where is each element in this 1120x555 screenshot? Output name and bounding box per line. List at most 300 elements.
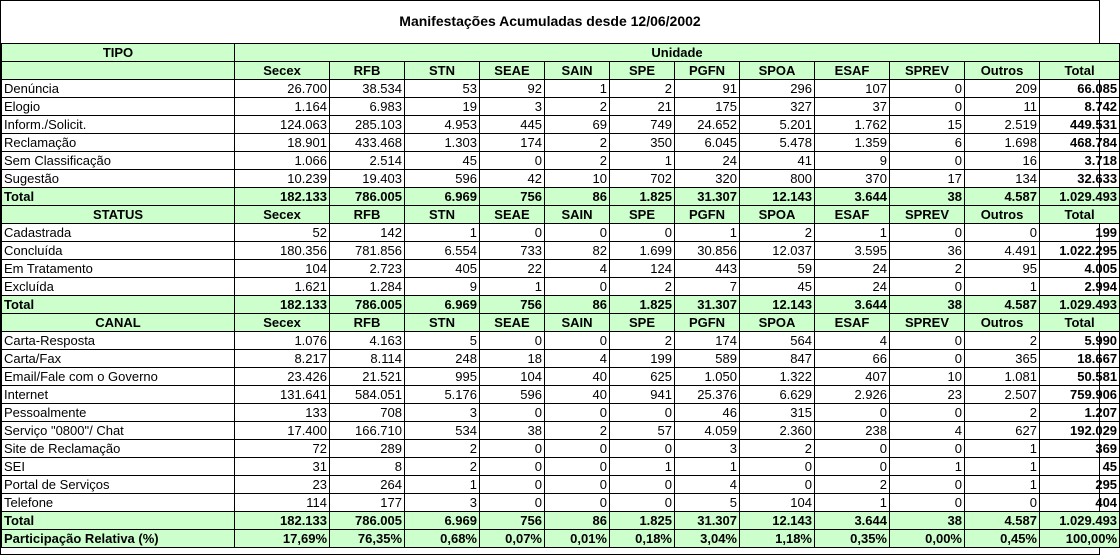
cell-seae: 0	[480, 404, 545, 422]
cell-sprev: 0	[890, 350, 965, 368]
cell-outros: 0	[965, 224, 1040, 242]
cell-sprev: 0	[890, 494, 965, 512]
cell-pgfn: 1	[675, 224, 740, 242]
column-header-esaf: ESAF	[815, 62, 890, 80]
row-label: Site de Reclamação	[2, 440, 235, 458]
cell-rfb: 433.468	[330, 134, 405, 152]
cell-pgfn: 1	[675, 458, 740, 476]
row-label: Sugestão	[2, 170, 235, 188]
cell-spoa: 2	[740, 224, 815, 242]
cell-stn: 5.176	[405, 386, 480, 404]
cell-outros: 1	[965, 278, 1040, 296]
cell-secex: 1.164	[235, 98, 330, 116]
column-header-sprev: SPREV	[890, 62, 965, 80]
cell-total: 199	[1040, 224, 1120, 242]
total-rfb: 76,35%	[330, 530, 405, 548]
cell-seae: 104	[480, 368, 545, 386]
column-header-outros: Outros	[965, 62, 1040, 80]
cell-outros: 11	[965, 98, 1040, 116]
cell-sprev: 0	[890, 332, 965, 350]
cell-esaf: 238	[815, 422, 890, 440]
cell-rfb: 21.521	[330, 368, 405, 386]
row-label: Cadastrada	[2, 224, 235, 242]
cell-seae: 0	[480, 224, 545, 242]
cell-spe: 0	[610, 440, 675, 458]
total-secex: 182.133	[235, 512, 330, 530]
cell-esaf: 1	[815, 224, 890, 242]
cell-secex: 72	[235, 440, 330, 458]
cell-sain: 1	[545, 80, 610, 98]
cell-stn: 1	[405, 224, 480, 242]
column-header-seae: SEAE	[480, 314, 545, 332]
total-sain: 86	[545, 188, 610, 206]
column-header-esaf: ESAF	[815, 206, 890, 224]
section-label-empty	[2, 62, 235, 80]
total-pgfn: 31.307	[675, 188, 740, 206]
cell-stn: 6.554	[405, 242, 480, 260]
cell-seae: 3	[480, 98, 545, 116]
cell-spoa: 1.322	[740, 368, 815, 386]
cell-secex: 8.217	[235, 350, 330, 368]
cell-sain: 0	[545, 458, 610, 476]
total-rfb: 786.005	[330, 188, 405, 206]
cell-pgfn: 174	[675, 332, 740, 350]
cell-outros: 1	[965, 476, 1040, 494]
cell-secex: 23	[235, 476, 330, 494]
total-total: 100,00%	[1040, 530, 1120, 548]
column-header-secex: Secex	[235, 206, 330, 224]
row-label: Serviço "0800"/ Chat	[2, 422, 235, 440]
cell-spoa: 800	[740, 170, 815, 188]
cell-pgfn: 30.856	[675, 242, 740, 260]
cell-total: 3.718	[1040, 152, 1120, 170]
cell-total: 468.784	[1040, 134, 1120, 152]
row-label: Carta/Fax	[2, 350, 235, 368]
column-header-rfb: RFB	[330, 314, 405, 332]
row-label: Internet	[2, 386, 235, 404]
total-pgfn: 31.307	[675, 296, 740, 314]
total-spe: 0,18%	[610, 530, 675, 548]
cell-pgfn: 589	[675, 350, 740, 368]
cell-spoa: 327	[740, 98, 815, 116]
cell-seae: 174	[480, 134, 545, 152]
cell-sprev: 10	[890, 368, 965, 386]
cell-outros: 209	[965, 80, 1040, 98]
cell-sain: 69	[545, 116, 610, 134]
cell-spoa: 315	[740, 404, 815, 422]
column-header-rfb: RFB	[330, 62, 405, 80]
column-header-stn: STN	[405, 62, 480, 80]
row-label: Portal de Serviços	[2, 476, 235, 494]
cell-sain: 0	[545, 404, 610, 422]
total-total: 1.029.493	[1040, 512, 1120, 530]
cell-secex: 180.356	[235, 242, 330, 260]
header-row	[2, 44, 1120, 62]
cell-secex: 17.400	[235, 422, 330, 440]
cell-total: 2.994	[1040, 278, 1120, 296]
cell-esaf: 1.359	[815, 134, 890, 152]
cell-total: 369	[1040, 440, 1120, 458]
cell-rfb: 781.856	[330, 242, 405, 260]
cell-stn: 1	[405, 476, 480, 494]
cell-stn: 995	[405, 368, 480, 386]
cell-seae: 18	[480, 350, 545, 368]
cell-sprev: 6	[890, 134, 965, 152]
cell-seae: 0	[480, 476, 545, 494]
cell-pgfn: 3	[675, 440, 740, 458]
row-label: Sem Classificação	[2, 152, 235, 170]
column-header-sain: SAIN	[545, 314, 610, 332]
column-header-pgfn: PGFN	[675, 314, 740, 332]
cell-sain: 4	[545, 260, 610, 278]
total-label: Total	[2, 188, 235, 206]
cell-sprev: 17	[890, 170, 965, 188]
total-seae: 756	[480, 188, 545, 206]
cell-spoa: 6.629	[740, 386, 815, 404]
cell-sain: 2	[545, 134, 610, 152]
cell-sprev: 0	[890, 152, 965, 170]
cell-rfb: 708	[330, 404, 405, 422]
cell-spoa: 41	[740, 152, 815, 170]
cell-stn: 3	[405, 404, 480, 422]
cell-spe: 749	[610, 116, 675, 134]
cell-sprev: 0	[890, 404, 965, 422]
section-label: STATUS	[2, 206, 235, 224]
table-row	[2, 350, 1120, 368]
cell-seae: 0	[480, 440, 545, 458]
cell-rfb: 38.534	[330, 80, 405, 98]
total-rfb: 786.005	[330, 296, 405, 314]
cell-spoa: 0	[740, 476, 815, 494]
table-row	[2, 422, 1120, 440]
table-row	[2, 494, 1120, 512]
total-label: Total	[2, 512, 235, 530]
cell-esaf: 9	[815, 152, 890, 170]
table-row	[2, 458, 1120, 476]
row-label: Carta-Resposta	[2, 332, 235, 350]
total-esaf: 3.644	[815, 296, 890, 314]
cell-rfb: 1.284	[330, 278, 405, 296]
cell-esaf: 66	[815, 350, 890, 368]
cell-pgfn: 7	[675, 278, 740, 296]
column-header-sprev: SPREV	[890, 206, 965, 224]
cell-spoa: 296	[740, 80, 815, 98]
cell-seae: 1	[480, 278, 545, 296]
row-label: Inform./Solicit.	[2, 116, 235, 134]
cell-outros: 1	[965, 440, 1040, 458]
total-stn: 0,68%	[405, 530, 480, 548]
cell-pgfn: 46	[675, 404, 740, 422]
cell-spoa: 59	[740, 260, 815, 278]
cell-total: 32.633	[1040, 170, 1120, 188]
participation-row	[2, 530, 1120, 548]
table-row	[2, 134, 1120, 152]
cell-secex: 124.063	[235, 116, 330, 134]
cell-rfb: 142	[330, 224, 405, 242]
row-label: Elogio	[2, 98, 235, 116]
cell-outros: 2	[965, 404, 1040, 422]
cell-total: 295	[1040, 476, 1120, 494]
cell-seae: 445	[480, 116, 545, 134]
table-row	[2, 386, 1120, 404]
cell-sprev: 0	[890, 80, 965, 98]
section-label: CANAL	[2, 314, 235, 332]
cell-rfb: 285.103	[330, 116, 405, 134]
table-row	[2, 170, 1120, 188]
cell-esaf: 0	[815, 404, 890, 422]
cell-outros: 2.519	[965, 116, 1040, 134]
row-label: Reclamação	[2, 134, 235, 152]
cell-secex: 10.239	[235, 170, 330, 188]
cell-spe: 941	[610, 386, 675, 404]
cell-total: 8.742	[1040, 98, 1120, 116]
cell-pgfn: 91	[675, 80, 740, 98]
total-secex: 182.133	[235, 296, 330, 314]
table-row	[2, 332, 1120, 350]
cell-spoa: 5.201	[740, 116, 815, 134]
column-header-stn: STN	[405, 314, 480, 332]
column-header-sain: SAIN	[545, 62, 610, 80]
row-label: Concluída	[2, 242, 235, 260]
cell-spe: 1.699	[610, 242, 675, 260]
table-title: Manifestações Acumuladas desde 12/06/2002	[399, 13, 701, 29]
cell-pgfn: 4	[675, 476, 740, 494]
cell-sain: 0	[545, 440, 610, 458]
cell-spoa: 5.478	[740, 134, 815, 152]
cell-esaf: 2.926	[815, 386, 890, 404]
cell-spe: 57	[610, 422, 675, 440]
cell-outros: 1.698	[965, 134, 1040, 152]
cell-stn: 248	[405, 350, 480, 368]
total-outros: 4.587	[965, 512, 1040, 530]
cell-total: 192.029	[1040, 422, 1120, 440]
cell-rfb: 8	[330, 458, 405, 476]
cell-rfb: 584.051	[330, 386, 405, 404]
cell-secex: 1.621	[235, 278, 330, 296]
cell-total: 4.005	[1040, 260, 1120, 278]
cell-spoa: 45	[740, 278, 815, 296]
total-stn: 6.969	[405, 296, 480, 314]
cell-stn: 9	[405, 278, 480, 296]
cell-total: 50.581	[1040, 368, 1120, 386]
cell-spe: 625	[610, 368, 675, 386]
column-header-spoa: SPOA	[740, 62, 815, 80]
cell-stn: 596	[405, 170, 480, 188]
cell-seae: 42	[480, 170, 545, 188]
total-outros: 4.587	[965, 188, 1040, 206]
cell-esaf: 2	[815, 476, 890, 494]
cell-sprev: 0	[890, 476, 965, 494]
cell-total: 449.531	[1040, 116, 1120, 134]
cell-secex: 114	[235, 494, 330, 512]
row-label: Denúncia	[2, 80, 235, 98]
cell-pgfn: 5	[675, 494, 740, 512]
cell-outros: 2	[965, 332, 1040, 350]
cell-secex: 131.641	[235, 386, 330, 404]
total-row	[2, 188, 1120, 206]
cell-esaf: 407	[815, 368, 890, 386]
table-row	[2, 278, 1120, 296]
cell-rfb: 264	[330, 476, 405, 494]
total-label: Participação Relativa (%)	[2, 530, 235, 548]
cell-esaf: 0	[815, 440, 890, 458]
total-pgfn: 3,04%	[675, 530, 740, 548]
cell-stn: 19	[405, 98, 480, 116]
table-row	[2, 152, 1120, 170]
total-spoa: 12.143	[740, 188, 815, 206]
cell-secex: 23.426	[235, 368, 330, 386]
total-esaf: 3.644	[815, 188, 890, 206]
total-sain: 86	[545, 296, 610, 314]
cell-esaf: 24	[815, 278, 890, 296]
column-header-esaf: ESAF	[815, 314, 890, 332]
column-header-sain: SAIN	[545, 206, 610, 224]
cell-seae: 22	[480, 260, 545, 278]
cell-sprev: 0	[890, 98, 965, 116]
cell-rfb: 2.514	[330, 152, 405, 170]
cell-total: 5.990	[1040, 332, 1120, 350]
total-pgfn: 31.307	[675, 512, 740, 530]
cell-sain: 2	[545, 152, 610, 170]
table-row	[2, 368, 1120, 386]
cell-sprev: 0	[890, 440, 965, 458]
cell-outros: 627	[965, 422, 1040, 440]
cell-sain: 4	[545, 350, 610, 368]
cell-spoa: 564	[740, 332, 815, 350]
cell-esaf: 37	[815, 98, 890, 116]
total-sain: 0,01%	[545, 530, 610, 548]
cell-rfb: 19.403	[330, 170, 405, 188]
column-header-pgfn: PGFN	[675, 62, 740, 80]
cell-rfb: 289	[330, 440, 405, 458]
column-header-row	[2, 206, 1120, 224]
cell-outros: 1.081	[965, 368, 1040, 386]
column-header-secex: Secex	[235, 314, 330, 332]
cell-seae: 38	[480, 422, 545, 440]
total-esaf: 3.644	[815, 512, 890, 530]
total-total: 1.029.493	[1040, 296, 1120, 314]
cell-sain: 2	[545, 422, 610, 440]
cell-sain: 40	[545, 368, 610, 386]
cell-stn: 2	[405, 458, 480, 476]
column-header-outros: Outros	[965, 206, 1040, 224]
cell-pgfn: 24	[675, 152, 740, 170]
column-header-outros: Outros	[965, 314, 1040, 332]
table-row	[2, 476, 1120, 494]
cell-outros: 16	[965, 152, 1040, 170]
cell-spe: 702	[610, 170, 675, 188]
cell-pgfn: 24.652	[675, 116, 740, 134]
table-row	[2, 80, 1120, 98]
cell-secex: 133	[235, 404, 330, 422]
cell-esaf: 24	[815, 260, 890, 278]
cell-secex: 1.076	[235, 332, 330, 350]
table-row	[2, 116, 1120, 134]
total-spe: 1.825	[610, 188, 675, 206]
cell-rfb: 2.723	[330, 260, 405, 278]
cell-stn: 5	[405, 332, 480, 350]
column-header-seae: SEAE	[480, 62, 545, 80]
column-header-pgfn: PGFN	[675, 206, 740, 224]
total-sprev: 38	[890, 296, 965, 314]
cell-secex: 31	[235, 458, 330, 476]
total-sprev: 0,00%	[890, 530, 965, 548]
cell-spe: 1	[610, 458, 675, 476]
cell-stn: 4.953	[405, 116, 480, 134]
total-sain: 86	[545, 512, 610, 530]
row-label: SEI	[2, 458, 235, 476]
column-header-secex: Secex	[235, 62, 330, 80]
cell-esaf: 1.762	[815, 116, 890, 134]
total-outros: 4.587	[965, 296, 1040, 314]
cell-rfb: 4.163	[330, 332, 405, 350]
column-header-stn: STN	[405, 206, 480, 224]
cell-secex: 1.066	[235, 152, 330, 170]
cell-spe: 199	[610, 350, 675, 368]
cell-sprev: 15	[890, 116, 965, 134]
table-row	[2, 224, 1120, 242]
cell-total: 759.906	[1040, 386, 1120, 404]
cell-stn: 405	[405, 260, 480, 278]
cell-outros: 134	[965, 170, 1040, 188]
cell-rfb: 166.710	[330, 422, 405, 440]
cell-sain: 0	[545, 224, 610, 242]
total-stn: 6.969	[405, 188, 480, 206]
cell-seae: 0	[480, 332, 545, 350]
cell-pgfn: 25.376	[675, 386, 740, 404]
total-spoa: 1,18%	[740, 530, 815, 548]
column-header-spe: SPE	[610, 62, 675, 80]
row-label: Excluída	[2, 278, 235, 296]
total-spoa: 12.143	[740, 512, 815, 530]
column-header-sprev: SPREV	[890, 314, 965, 332]
total-secex: 182.133	[235, 188, 330, 206]
cell-spe: 2	[610, 80, 675, 98]
cell-sain: 0	[545, 476, 610, 494]
total-outros: 0,45%	[965, 530, 1040, 548]
column-header-seae: SEAE	[480, 206, 545, 224]
total-spe: 1.825	[610, 296, 675, 314]
cell-secex: 52	[235, 224, 330, 242]
cell-spe: 2	[610, 278, 675, 296]
column-header-spoa: SPOA	[740, 314, 815, 332]
cell-sprev: 23	[890, 386, 965, 404]
cell-seae: 0	[480, 458, 545, 476]
cell-outros: 2.507	[965, 386, 1040, 404]
cell-stn: 3	[405, 494, 480, 512]
cell-pgfn: 6.045	[675, 134, 740, 152]
total-rfb: 786.005	[330, 512, 405, 530]
unidade-header: Unidade	[235, 44, 1120, 62]
total-secex: 17,69%	[235, 530, 330, 548]
cell-seae: 92	[480, 80, 545, 98]
manifestacoes-table	[1, 43, 1120, 548]
total-spoa: 12.143	[740, 296, 815, 314]
cell-total: 1.022.295	[1040, 242, 1120, 260]
cell-spoa: 2	[740, 440, 815, 458]
cell-seae: 596	[480, 386, 545, 404]
column-header-rfb: RFB	[330, 206, 405, 224]
total-seae: 756	[480, 296, 545, 314]
cell-spe: 1	[610, 152, 675, 170]
cell-sain: 40	[545, 386, 610, 404]
cell-sprev: 0	[890, 224, 965, 242]
cell-outros: 4.491	[965, 242, 1040, 260]
cell-sprev: 36	[890, 242, 965, 260]
cell-sprev: 2	[890, 260, 965, 278]
cell-sprev: 0	[890, 278, 965, 296]
cell-spoa: 2.360	[740, 422, 815, 440]
